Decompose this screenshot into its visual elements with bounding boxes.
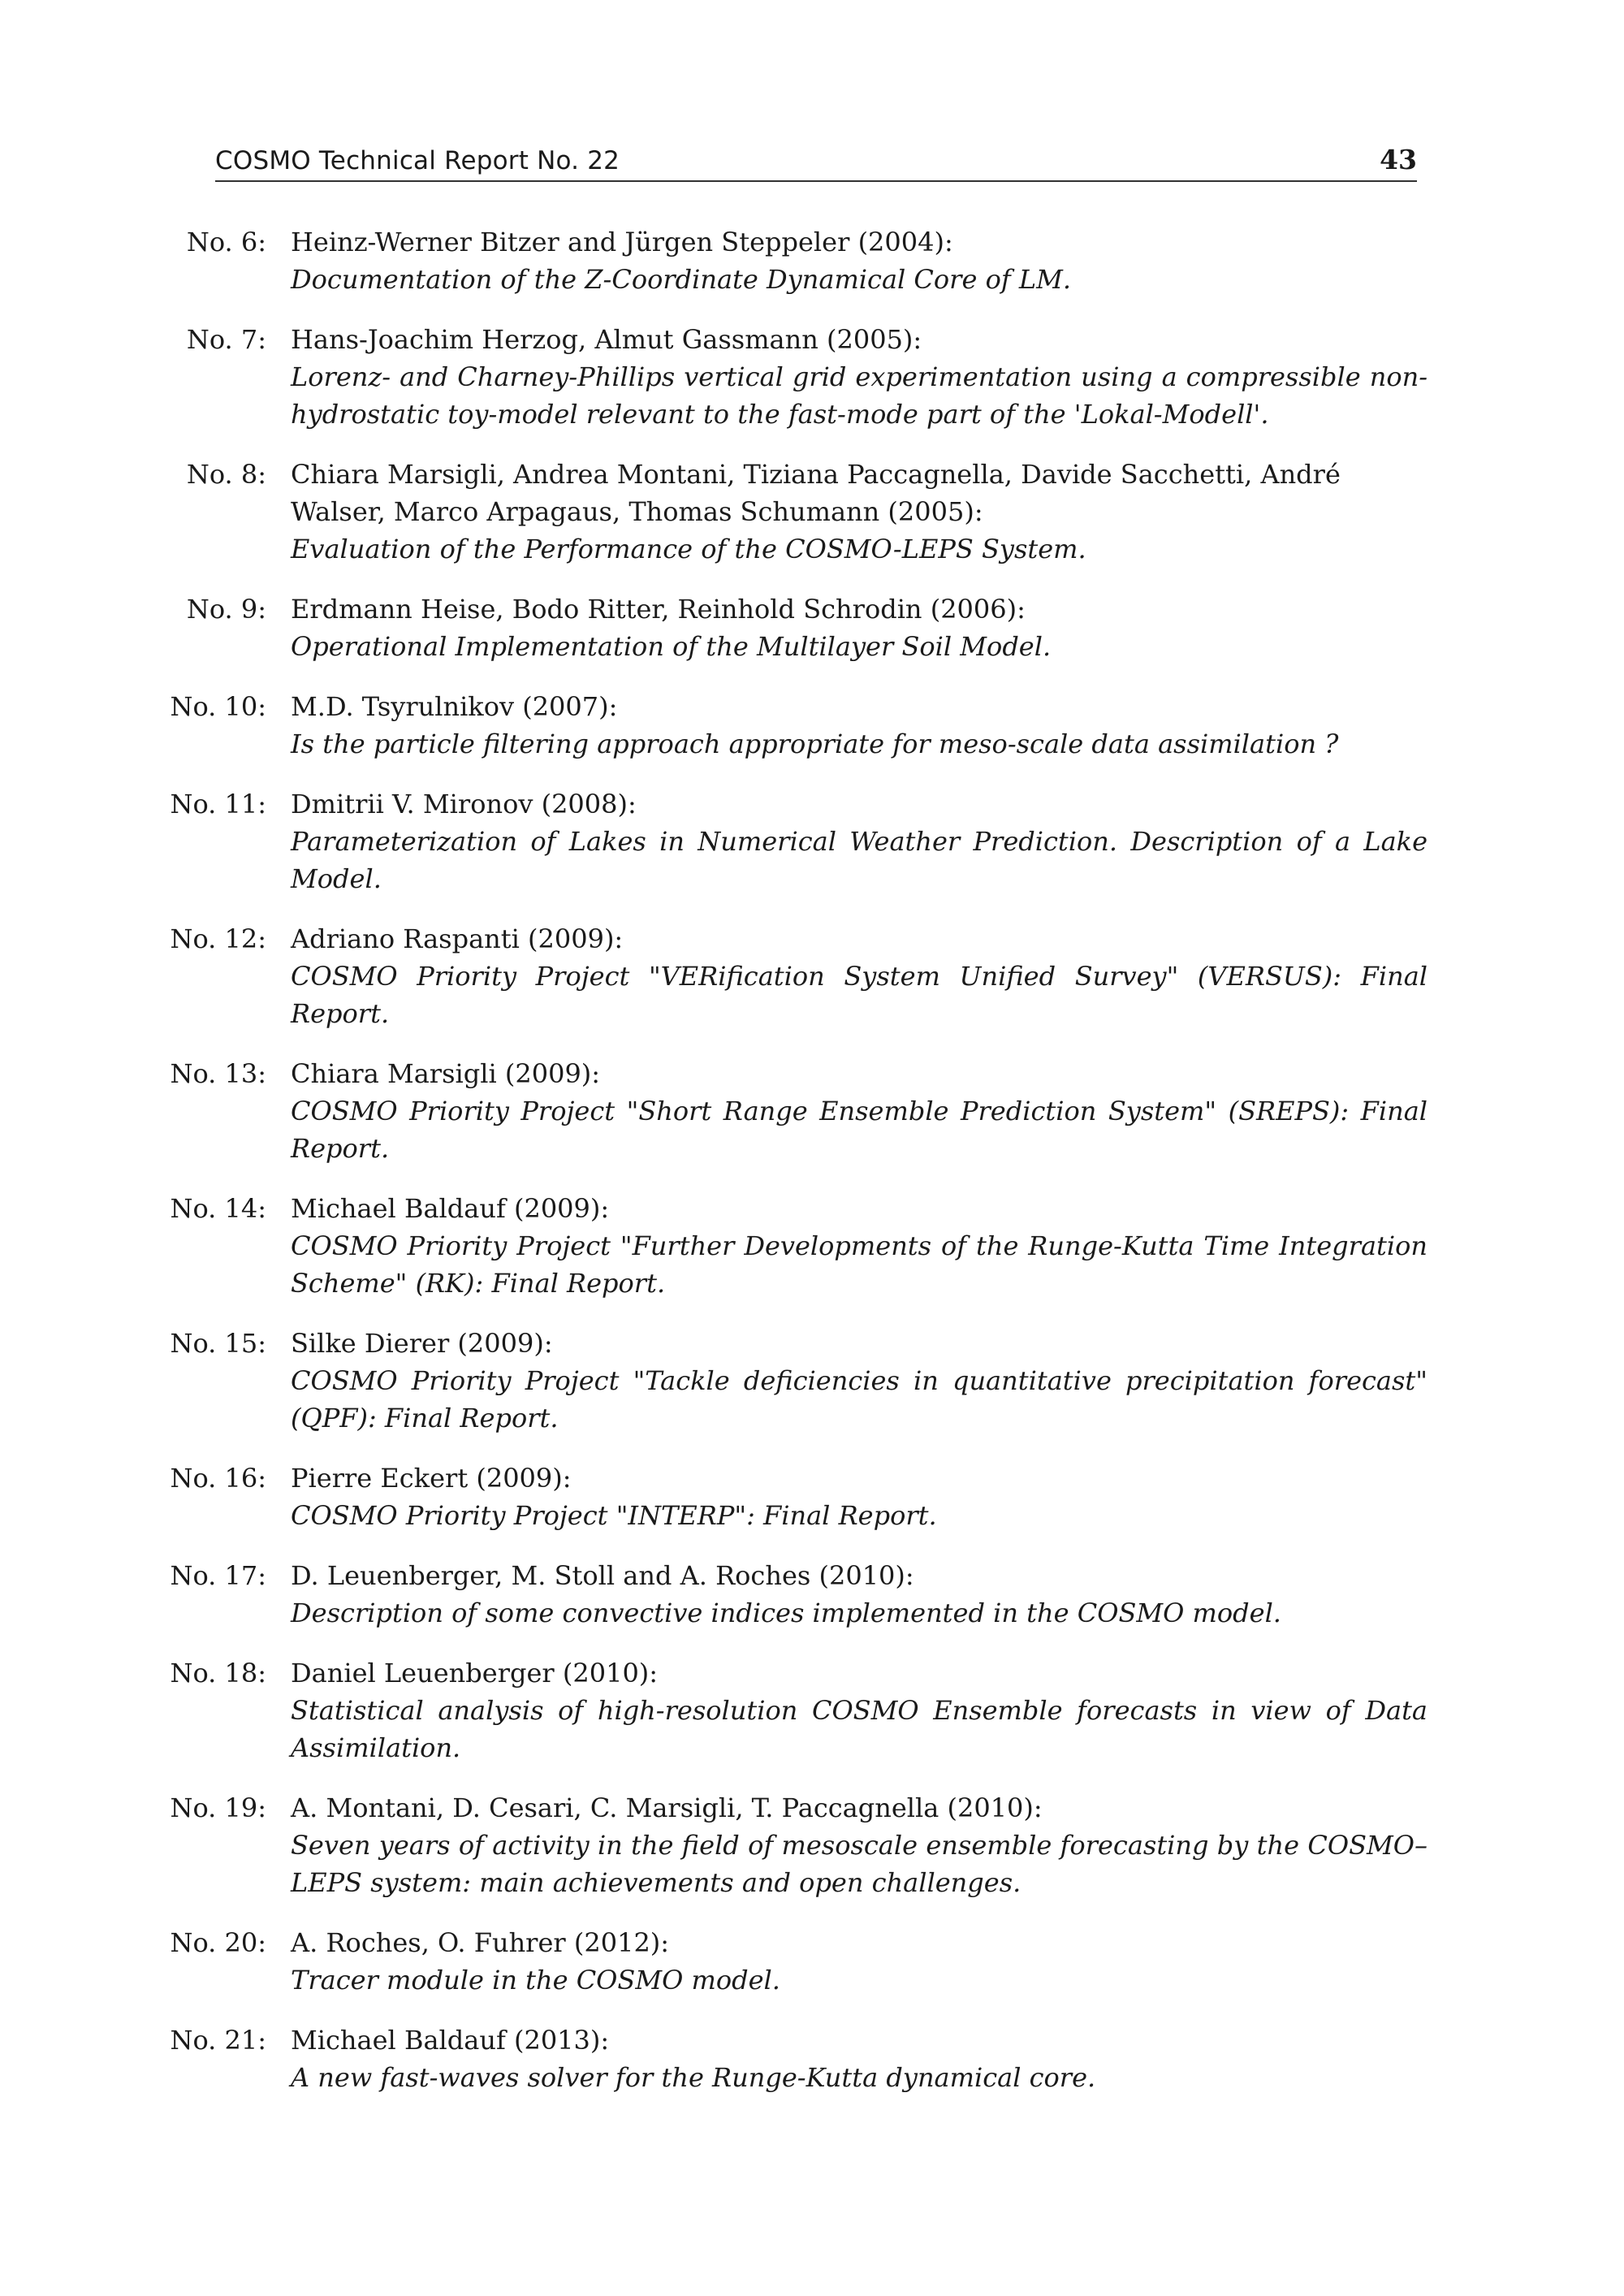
report-number: No. 20:: [170, 1927, 266, 1958]
report-details: [291, 1924, 1427, 1999]
report-title: COSMO Priority Project "Further Developments of the Runge-Kutta Time Integration Scheme" (RK): Final Report.: [291, 1230, 1427, 1299]
report-entry-8: [0, 456, 1624, 568]
report-number: No. 10:: [170, 691, 266, 722]
report-title: Parameterization of Lakes in Numerical Weather Prediction. Description of a Lake Model.: [291, 826, 1427, 894]
report-entry-13: [0, 1055, 1624, 1167]
report-details: [291, 1055, 1427, 1167]
report-number: No. 21:: [170, 2025, 266, 2056]
report-authors: Daniel Leuenberger (2010):: [291, 1658, 659, 1688]
report-title: Operational Implementation of the Multilayer Soil Model.: [291, 631, 1052, 662]
report-authors: Hans-Joachim Herzog, Almut Gassmann (2005):: [291, 324, 922, 355]
report-entry-18: [0, 1654, 1624, 1766]
report-title: Tracer module in the COSMO model.: [291, 1965, 780, 1995]
report-number: No. 14:: [170, 1193, 266, 1224]
report-authors: Chiara Marsigli (2009):: [291, 1058, 601, 1089]
report-entry-20: [0, 1924, 1624, 1999]
report-authors: Dmitrii V. Mironov (2008):: [291, 789, 637, 819]
report-authors: Michael Baldauf (2009):: [291, 1193, 610, 1224]
report-title: Evaluation of the Performance of the COSMO-LEPS System.: [291, 534, 1086, 564]
report-details: [291, 920, 1427, 1032]
report-number: No. 8:: [186, 459, 266, 490]
report-details: [291, 1557, 1427, 1632]
report-entry-14: [0, 1190, 1624, 1302]
report-details: [291, 456, 1427, 568]
report-entry-9: [0, 590, 1624, 665]
report-number: No. 16:: [170, 1463, 266, 1494]
report-entry-15: [0, 1325, 1624, 1437]
report-number: No. 6:: [186, 227, 266, 257]
report-title: Lorenz- and Charney-Phillips vertical grid experimentation using a compressible non-hydrostatic toy-model relevant to the fast-mode part of the 'Lokal-Modell'.: [291, 361, 1427, 430]
report-details: [291, 785, 1427, 897]
report-authors: Michael Baldauf (2013):: [291, 2025, 610, 2056]
technical-report-list: [0, 223, 1624, 2119]
report-entry-12: [0, 920, 1624, 1032]
report-entry-6: [0, 223, 1624, 298]
report-number: No. 15:: [170, 1328, 266, 1359]
report-title: Seven years of activity in the field of mesoscale ensemble forecasting by the COSMO–LEPS system: main achievements and open challenges.: [291, 1830, 1427, 1898]
report-authors: D. Leuenberger, M. Stoll and A. Roches (2010):: [291, 1560, 914, 1591]
report-title: Statistical analysis of high-resolution COSMO Ensemble forecasts in view of Data Assimilation.: [291, 1695, 1427, 1763]
page-number: 43: [1380, 144, 1417, 175]
report-authors: A. Montani, D. Cesari, C. Marsigli, T. Paccagnella (2010):: [291, 1792, 1043, 1823]
report-title: A new fast-waves solver for the Runge-Kutta dynamical core.: [291, 2062, 1096, 2093]
report-authors: Erdmann Heise, Bodo Ritter, Reinhold Schrodin (2006):: [291, 594, 1026, 625]
report-number: No. 7:: [186, 324, 266, 355]
report-entry-11: [0, 785, 1624, 897]
report-entry-7: [0, 321, 1624, 433]
report-title: Documentation of the Z-Coordinate Dynamical Core of LM.: [291, 264, 1072, 295]
report-number: No. 18:: [170, 1658, 266, 1688]
report-details: [291, 321, 1427, 433]
report-number: No. 19:: [170, 1792, 266, 1823]
report-details: [291, 1459, 1427, 1534]
report-number: No. 13:: [170, 1058, 266, 1089]
report-title: COSMO Priority Project "VERification System Unified Survey" (VERSUS): Final Report.: [291, 961, 1427, 1029]
report-details: [291, 1190, 1427, 1302]
report-number: No. 12:: [170, 923, 266, 954]
report-authors: Pierre Eckert (2009):: [291, 1463, 572, 1494]
report-entry-10: [0, 688, 1624, 763]
report-details: [291, 223, 1427, 298]
report-entry-16: [0, 1459, 1624, 1534]
report-authors: Chiara Marsigli, Andrea Montani, Tiziana Paccagnella, Davide Sacchetti, André Walser, Marco Arpagaus, Thomas Schumann (2005):: [291, 459, 1341, 527]
report-authors: Adriano Raspanti (2009):: [291, 923, 624, 954]
report-title: Is the particle filtering approach appropriate for meso-scale data assimilation ?: [291, 729, 1339, 759]
header-title: COSMO Technical Report No. 22: [215, 146, 620, 175]
report-details: [291, 1654, 1427, 1766]
report-authors: Silke Dierer (2009):: [291, 1328, 553, 1359]
report-title: COSMO Priority Project "INTERP": Final Report.: [291, 1500, 937, 1531]
report-number: No. 11:: [170, 789, 266, 819]
report-details: [291, 2021, 1427, 2096]
report-entry-21: [0, 2021, 1624, 2096]
report-authors: M.D. Tsyrulnikov (2007):: [291, 691, 618, 722]
report-title: COSMO Priority Project "Short Range Ensemble Prediction System" (SREPS): Final Report.: [291, 1096, 1427, 1164]
report-details: [291, 590, 1427, 665]
report-number: No. 9:: [186, 594, 266, 625]
report-details: [291, 1789, 1427, 1901]
report-entry-19: [0, 1789, 1624, 1901]
report-authors: A. Roches, O. Fuhrer (2012):: [291, 1927, 670, 1958]
report-entry-17: [0, 1557, 1624, 1632]
report-number: No. 17:: [170, 1560, 266, 1591]
report-details: [291, 1325, 1427, 1437]
report-details: [291, 688, 1427, 763]
running-header: [215, 143, 1417, 182]
report-title: COSMO Priority Project "Tackle deficiencies in quantitative precipitation forecast" (QPF): Final Report.: [291, 1365, 1427, 1433]
report-title: Description of some convective indices implemented in the COSMO model.: [291, 1598, 1281, 1628]
report-authors: Heinz-Werner Bitzer and Jürgen Steppeler (2004):: [291, 227, 953, 257]
